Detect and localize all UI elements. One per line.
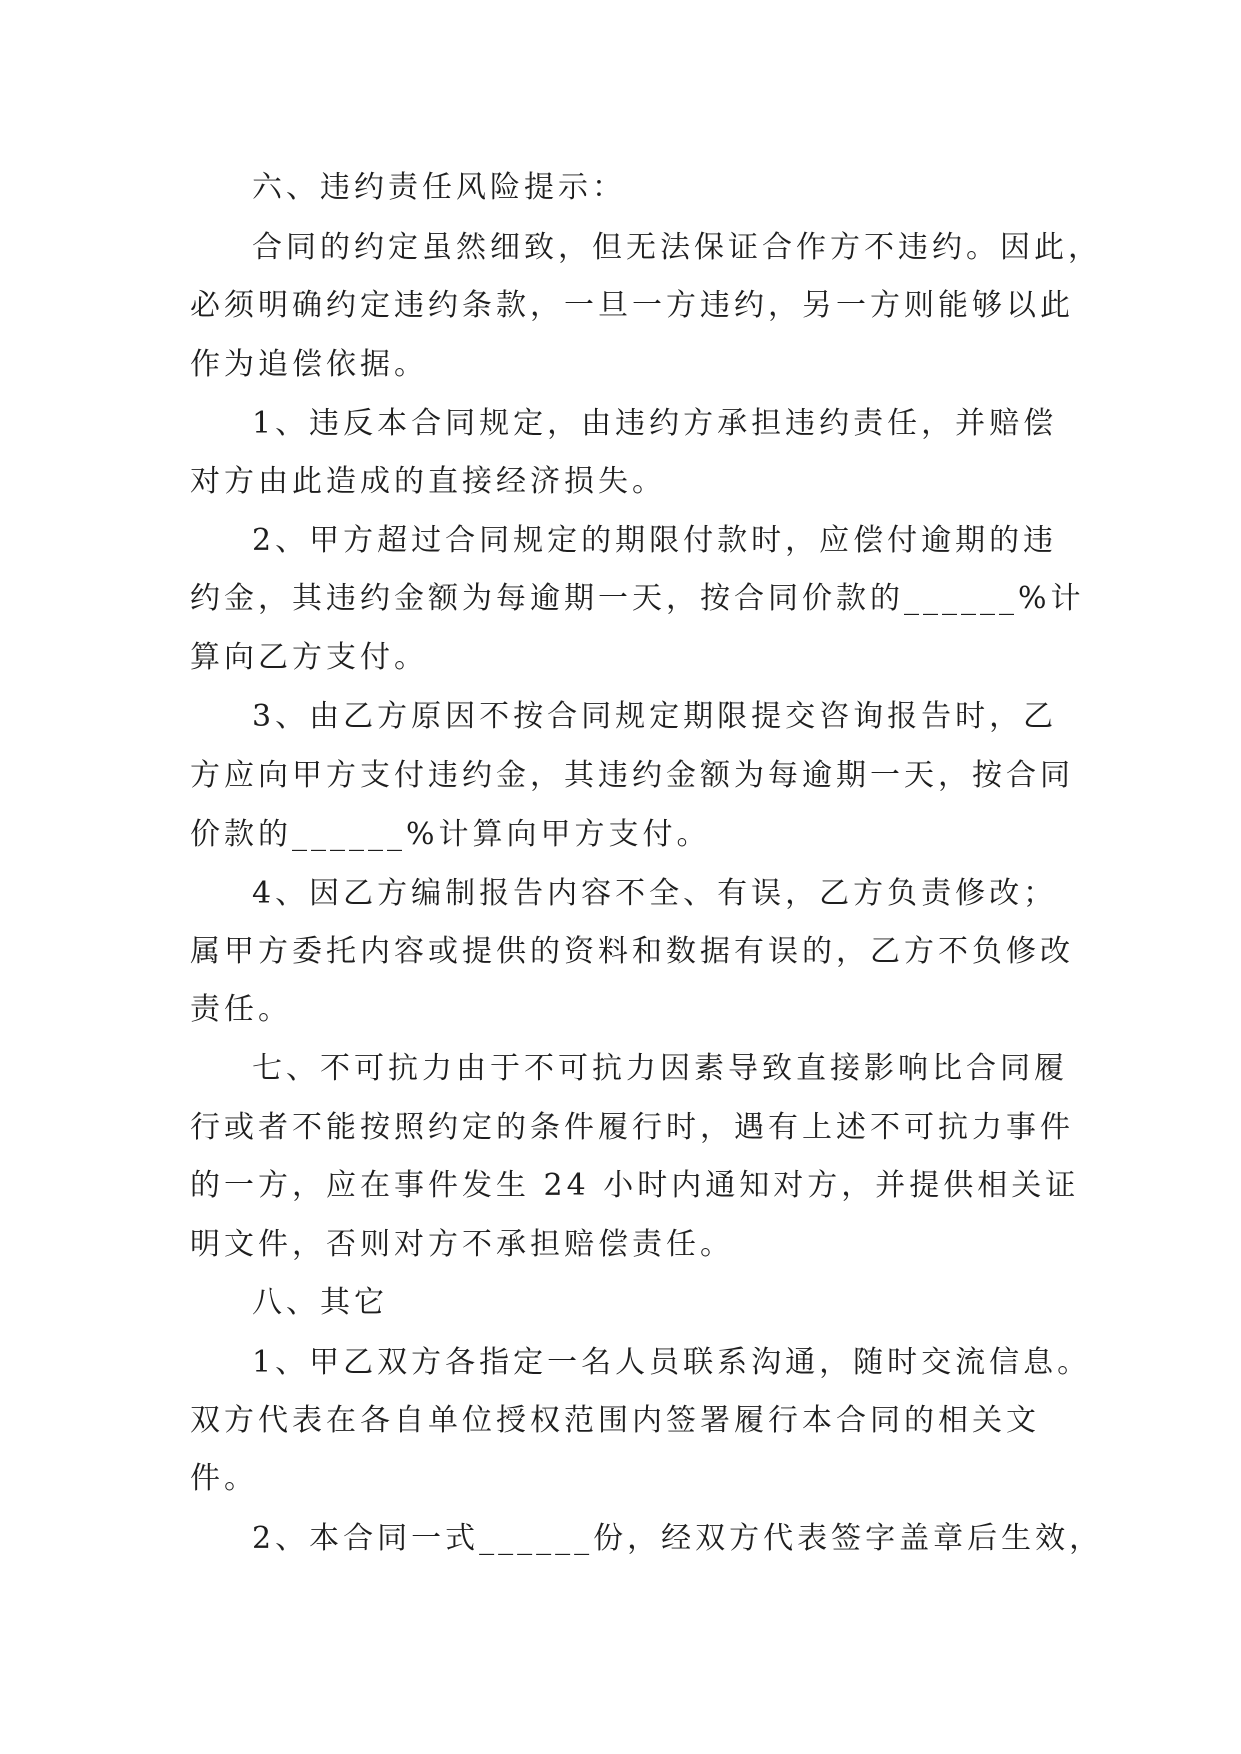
clause-line: 对方由此造成的直接经济损失。 (190, 464, 666, 499)
paragraph-line: 明文件，否则对方不承担赔偿责任。 (190, 1227, 734, 1262)
section-heading-7: 七、不可抗力由于不可抗力因素导致直接影响比合同履 (252, 1051, 1068, 1086)
clause-line: 件。 (190, 1461, 258, 1496)
paragraph-line: 的一方，应在事件发生 24 小时内通知对方，并提供相关证 (190, 1168, 1080, 1203)
clause-line: 算向乙方支付。 (190, 640, 428, 675)
clause-line: 3、由乙方原因不按合同规定期限提交咨询报告时，乙 (252, 699, 1058, 734)
paragraph-line: 行或者不能按照约定的条件履行时，遇有上述不可抗力事件 (190, 1110, 1074, 1145)
clause-line: 1、违反本合同规定，由违约方承担违约责任，并赔偿 (252, 406, 1058, 441)
clause-line: 方应向甲方支付违约金，其违约金额为每逾期一天，按合同 (190, 758, 1074, 793)
clause-line: 属甲方委托内容或提供的资料和数据有误的，乙方不负修改 (190, 934, 1074, 969)
section-heading-8: 八、其它 (252, 1285, 388, 1320)
paragraph-line: 必须明确约定违约条款，一旦一方违约，另一方则能够以此 (190, 288, 1074, 323)
clause-line: 双方代表在各自单位授权范围内签署履行本合同的相关文 (190, 1403, 1040, 1438)
clause-line: 约金，其违约金额为每逾期一天，按合同价款的______%计 (190, 581, 1085, 616)
clause-line: 1、甲乙双方各指定一名人员联系沟通，随时交流信息。 (252, 1345, 1092, 1380)
clause-line: 价款的______%计算向甲方支付。 (190, 817, 711, 852)
clause-line: 4、因乙方编制报告内容不全、有误，乙方负责修改； (252, 876, 1058, 911)
clause-line: 2、甲方超过合同规定的期限付款时，应偿付逾期的违 (252, 523, 1058, 558)
paragraph-line: 作为追偿依据。 (190, 347, 428, 382)
clause-line: 2、本合同一式______份，经双方代表签字盖章后生效， (252, 1521, 1104, 1556)
paragraph-line: 合同的约定虽然细致，但无法保证合作方不违约。因此， (252, 230, 1102, 265)
section-heading-6: 六、违约责任风险提示： (252, 170, 626, 205)
clause-line: 责任。 (190, 992, 292, 1027)
